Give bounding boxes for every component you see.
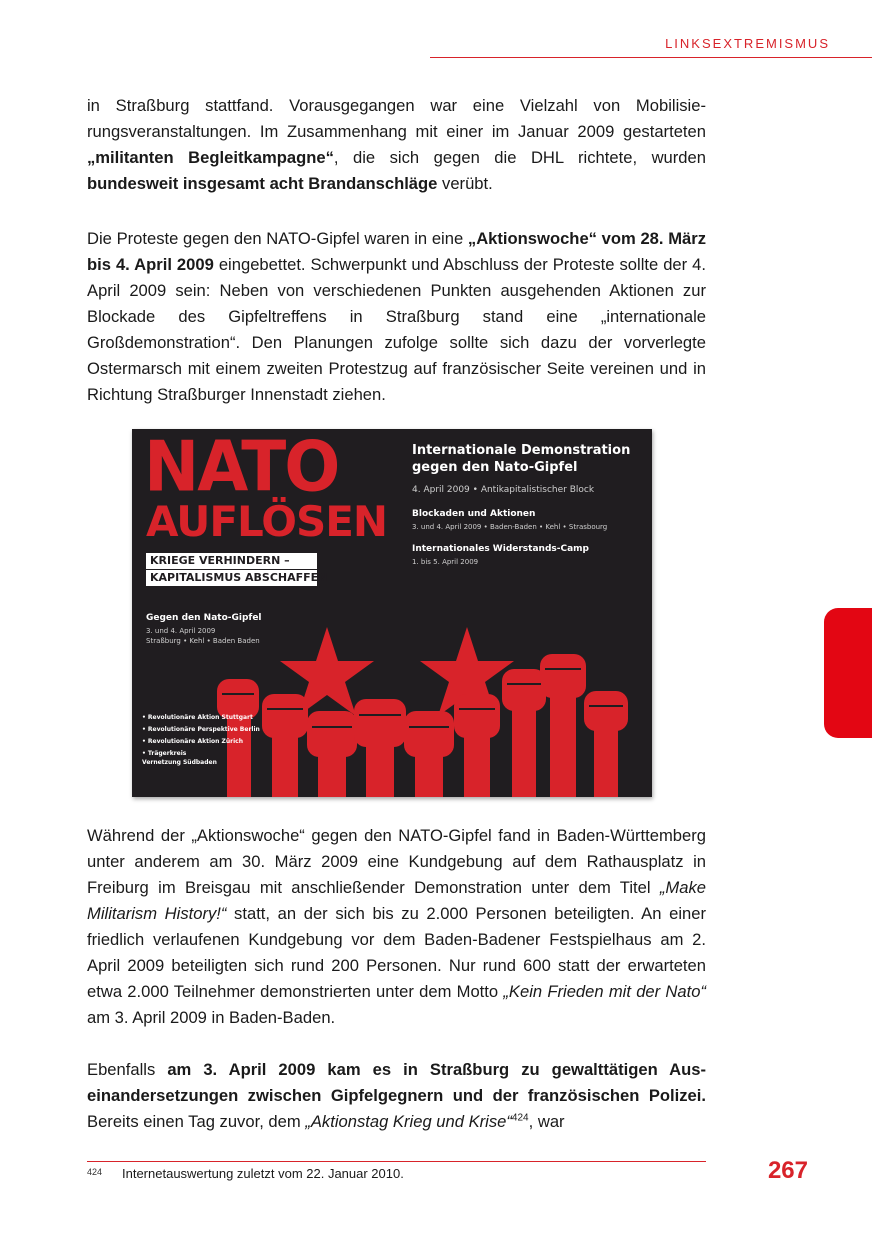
poster-right-sub-2: 3. und 4. April 2009 • Baden-Baden • Kehl • Strasbourg xyxy=(412,523,608,531)
poster-title-aufloesen: AUFLÖSEN xyxy=(146,497,388,546)
poster-small-list-item: • Revolutionäre Aktion Stuttgart xyxy=(142,714,253,721)
poster-small-list-item: Vernetzung Südbaden xyxy=(142,759,217,766)
raised-fists xyxy=(217,654,628,797)
paragraph-2 xyxy=(87,226,706,408)
footnote-text: Internetauswertung zuletzt vom 22. Januar 2010. xyxy=(122,1166,404,1181)
poster-title-nato: NATO xyxy=(144,429,339,508)
poster-right-heading-1: Internationale Demonstration xyxy=(412,443,631,458)
text-run: in Straßburg stattfand. Vorausgegangen war eine Vielzahl von Mobilisierungsveranstaltungen. Im Zusammenhang mit einer im Januar 2009 gestarteten xyxy=(87,96,706,141)
poster-image xyxy=(132,429,652,797)
poster-right-sub-1: 4. April 2009 • Antikapitalistischer Block xyxy=(412,485,595,495)
header-rule xyxy=(430,57,872,58)
paragraph-3 xyxy=(87,823,706,1031)
paragraph-1 xyxy=(87,93,706,197)
emphasis-italic: „Aktionstag Krieg und Krise“ xyxy=(305,1112,512,1131)
emphasis-italic: „Kein Frieden mit der Nato“ xyxy=(503,982,706,1001)
footnote-reference: 424 xyxy=(511,1112,529,1124)
chapter-tab xyxy=(824,608,872,738)
poster-right-heading-3: Blockaden und Aktionen xyxy=(412,509,536,519)
emphasis-italic: „Make Militarism History!“ xyxy=(87,878,706,923)
poster-slogan-2: KAPITALISMUS ABSCHAFFEN xyxy=(146,570,317,586)
emphasis-bold: „Aktionswoche“ vom 28. März bis 4. April 2009 xyxy=(87,229,707,274)
poster-right-heading-2: gegen den Nato-Gipfel xyxy=(412,460,578,475)
paragraph-4 xyxy=(87,1057,706,1135)
text-run: Die Proteste gegen den NATO-Gipfel waren in eine xyxy=(87,229,468,248)
emphasis-bold: bundesweit insgesamt acht Brandanschläge xyxy=(87,174,438,193)
text-run: , die sich gegen die DHL richtete, wurden xyxy=(333,148,706,167)
running-head: LINKSEXTREMISMUS xyxy=(665,36,830,51)
footnote-number: 424 xyxy=(87,1167,103,1177)
emphasis-bold: „militanten Begleitkampagne“ xyxy=(87,148,334,167)
text-run: Während der „Aktionswoche“ gegen den NATO-Gipfel fand in Baden-Württemberg unter anderem am 30. März 2009 eine Kundgebung auf dem Rathausplatz in Freiburg im Breisgau mit anschließender Demonstration unter dem Titel xyxy=(87,826,706,897)
text-run: am 3. April 2009 in Baden-Baden. xyxy=(87,1008,336,1027)
footnote-rule xyxy=(87,1161,706,1162)
page-number: 267 xyxy=(767,1157,808,1184)
poster-small-list-item: • Revolutionäre Perspektive Berlin xyxy=(142,726,260,733)
poster-left-heading: Gegen den Nato-Gipfel xyxy=(146,613,262,623)
poster-right-sub-3: 1. bis 5. April 2009 xyxy=(412,558,479,566)
text-run: statt, an der sich bis zu 2.000 Personen beteiligten. An einer friedlich verlaufenen Kundgebung vor dem Baden-Badener Festspielhaus am 2. April 2009 beteiligten sich rund 200 Personen. Nur rund 600 statt der erwarteten etwa 2.000 Teilnehmer demonstrierten unter dem Motto xyxy=(87,904,706,1001)
poster-slogan-1: KRIEGE VERHINDERN – xyxy=(146,553,317,569)
poster-small-list-item: • Trägerkreis xyxy=(142,750,187,757)
poster-left-sub-2: Straßburg • Kehl • Baden Baden xyxy=(146,637,260,645)
poster-left-sub-1: 3. und 4. April 2009 xyxy=(146,627,216,635)
text-run: , war xyxy=(528,1112,565,1131)
poster-right-heading-4: Internationales Widerstands-Camp xyxy=(412,544,589,554)
poster-small-list-item: • Revolutionäre Aktion Zürich xyxy=(142,738,243,745)
text-run: verübt. xyxy=(437,174,493,193)
text-run: Bereits einen Tag zuvor, dem xyxy=(87,1112,306,1131)
text-run: Ebenfalls xyxy=(87,1060,168,1079)
emphasis-bold: am 3. April 2009 kam es in Straßburg zu gewalttätigen Auseinandersetzungen zwischen Gipfelgegnern und der französischen Polizei. xyxy=(87,1060,707,1105)
text-run: eingebettet. Schwerpunkt und Abschluss der Proteste sollte der 4. April 2009 sein: Neben von verschiedenen Punkten ausgehenden Aktionen zur Blockade des Gipfeltreffens in Straßburg stand eine „internationale Großdemonstration“. Den Planungen zufolge sollte sich dazu der vorverlegte Ostermarsch mit einem zweiten Protestzug auf französischer Seite vereinen und in Richtung Straßburger Innenstadt ziehen. xyxy=(87,255,706,404)
